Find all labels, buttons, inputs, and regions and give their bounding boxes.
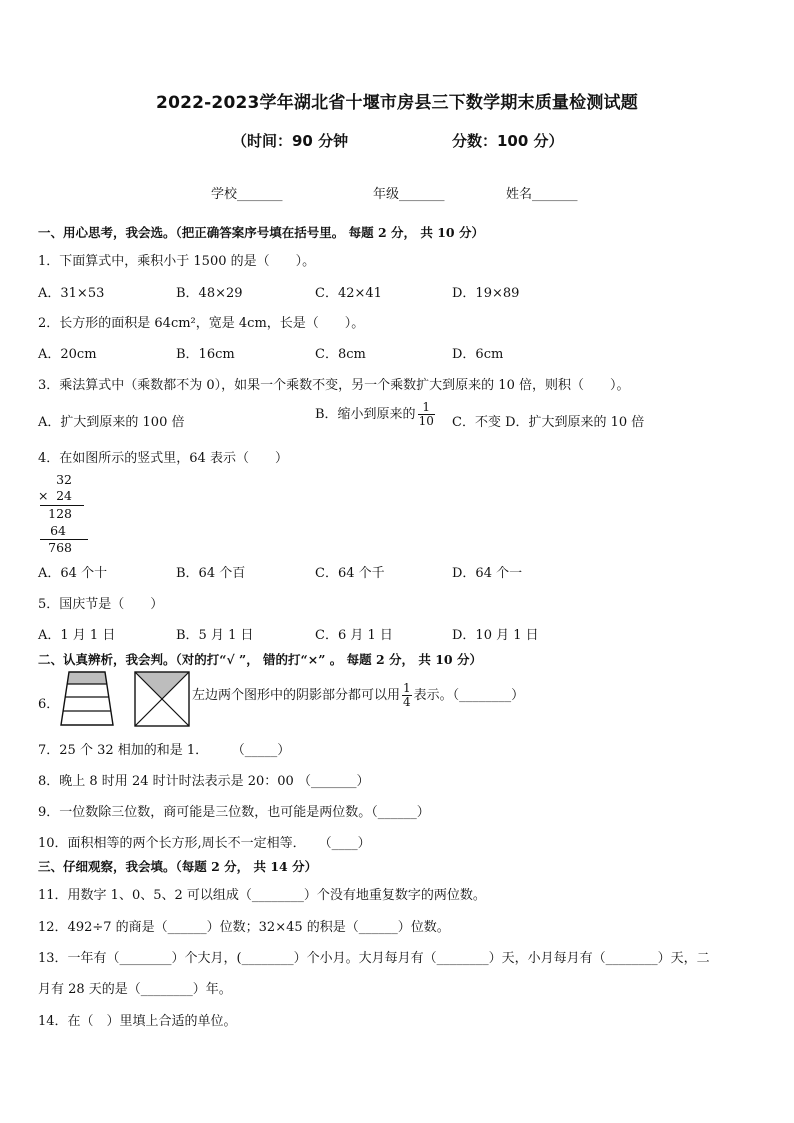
q3-option-a[interactable]: A．扩大到原来的 100 倍 (38, 415, 185, 430)
grade-field[interactable]: 年级_______ (373, 187, 445, 202)
exam-score: 分数：100 分） (452, 132, 564, 150)
one-quarter-fraction: $\frac{1}{4}$ (403, 681, 411, 709)
question-14: 14．在（ ）里填上合适的单位。 (38, 1014, 237, 1029)
name-field[interactable]: 姓名_______ (506, 187, 578, 202)
partial-product-2: 64 (50, 523, 66, 538)
q2-option-a[interactable]: A．20cm (38, 347, 97, 362)
q2-option-c[interactable]: C．8cm (315, 347, 366, 362)
q1-option-d[interactable]: D．19×89 (452, 286, 520, 301)
question-5: 5．国庆节是（ ） (38, 597, 164, 612)
q5-option-a[interactable]: A．1 月 1 日 (38, 628, 116, 643)
q3-option-b[interactable] (315, 401, 437, 428)
q1-option-c[interactable]: C．42×41 (315, 286, 382, 301)
question-13-line-2[interactable]: 月有 28 天的是（________）年。 (38, 982, 232, 997)
q1-option-a[interactable]: A．31×53 (38, 286, 105, 301)
q5-option-d[interactable]: D．10 月 1 日 (452, 628, 539, 643)
question-10[interactable]: 10．面积相等的两个长方形,周长不一定相等． （____） (38, 836, 371, 851)
multiplier: 24 (56, 488, 72, 503)
question-12[interactable]: 12．492÷7 的商是（______）位数；32×45 的积是（______）位数。 (38, 920, 450, 935)
question-6 (192, 682, 524, 709)
multiplicand: 32 (56, 472, 72, 487)
question-6-answer-blank[interactable]: 表示。（________） (413, 688, 525, 703)
q2-option-b[interactable]: B．16cm (176, 347, 235, 362)
q5-option-b[interactable]: B．5 月 1 日 (176, 628, 254, 643)
trapezoid-figure (60, 671, 114, 727)
school-field[interactable]: 学校_______ (211, 187, 283, 202)
q4-option-b[interactable]: B．64 个百 (176, 566, 246, 581)
question-7[interactable]: 7．25 个 32 相加的和是 1． （_____） (38, 743, 291, 758)
question-3: 3．乘法算式中（乘数都不为 0），如果一个乘数不变，另一个乘数扩大到原来的 10 倍，则积（ ）。 (38, 378, 630, 393)
q4-option-c[interactable]: C．64 个千 (315, 566, 385, 581)
question-9[interactable]: 9．一位数除三位数，商可能是三位数，也可能是两位数。（______） (38, 805, 430, 820)
square-shaded-triangle (135, 672, 189, 699)
times-sign: × (38, 488, 49, 503)
q5-option-c[interactable]: C．6 月 1 日 (315, 628, 393, 643)
q4-option-d[interactable]: D．64 个一 (452, 566, 523, 581)
partial-product-1: 128 (48, 506, 72, 521)
q3-option-b-label: B．缩小到原来的 (315, 407, 416, 422)
question-1: 1．下面算式中，乘积小于 1500 的是（ ）。 (38, 254, 316, 269)
q2-option-d[interactable]: D．6cm (452, 347, 504, 362)
square-figure (134, 671, 190, 727)
q4-option-a[interactable]: A．64 个十 (38, 566, 108, 581)
section-1-heading: 一、用心思考，我会选。（把正确答案序号填在括号里。 每题 2 分， 共 10 分） (38, 225, 484, 240)
question-6-text: 左边两个图形中的阴影部分都可以用 (192, 688, 401, 703)
one-tenth-fraction: $\frac{1}{10}$ (418, 400, 434, 428)
trapezoid-shaded-strip (67, 672, 107, 684)
exam-time: （时间：90 分钟 (232, 132, 349, 150)
q1-option-b[interactable]: B．48×29 (176, 286, 243, 301)
section-3-heading: 三、仔细观察，我会填。（每题 2 分， 共 14 分） (38, 859, 318, 874)
question-6-number: 6． (38, 697, 60, 712)
q3-options-c-d[interactable]: C．不变 D．扩大到原来的 10 倍 (452, 415, 645, 430)
question-13-line-1[interactable]: 13．一年有（________）个大月，(________）个小月。大月每月有（________）天，小月每月有（________）天，二 (38, 951, 710, 966)
section-2-heading: 二、认真辨析，我会判。（对的打“√ ”， 错的打“×” 。 每题 2 分， 共 10 分） (38, 652, 482, 667)
question-4: 4．在如图所示的竖式里，64 表示（ ） (38, 451, 288, 466)
question-8[interactable]: 8．晚上 8 时用 24 时计时法表示是 20：00 （_______） (38, 774, 370, 789)
question-2: 2．长方形的面积是 64cm²，宽是 4cm，长是（ ）。 (38, 316, 365, 331)
question-11[interactable]: 11．用数字 1、0、5、2 可以组成（________）个没有地重复数字的两位数。 (38, 888, 486, 903)
final-product: 768 (48, 540, 72, 555)
page-title: 2022-2023学年湖北省十堰市房县三下数学期末质量检测试题 (156, 93, 638, 113)
